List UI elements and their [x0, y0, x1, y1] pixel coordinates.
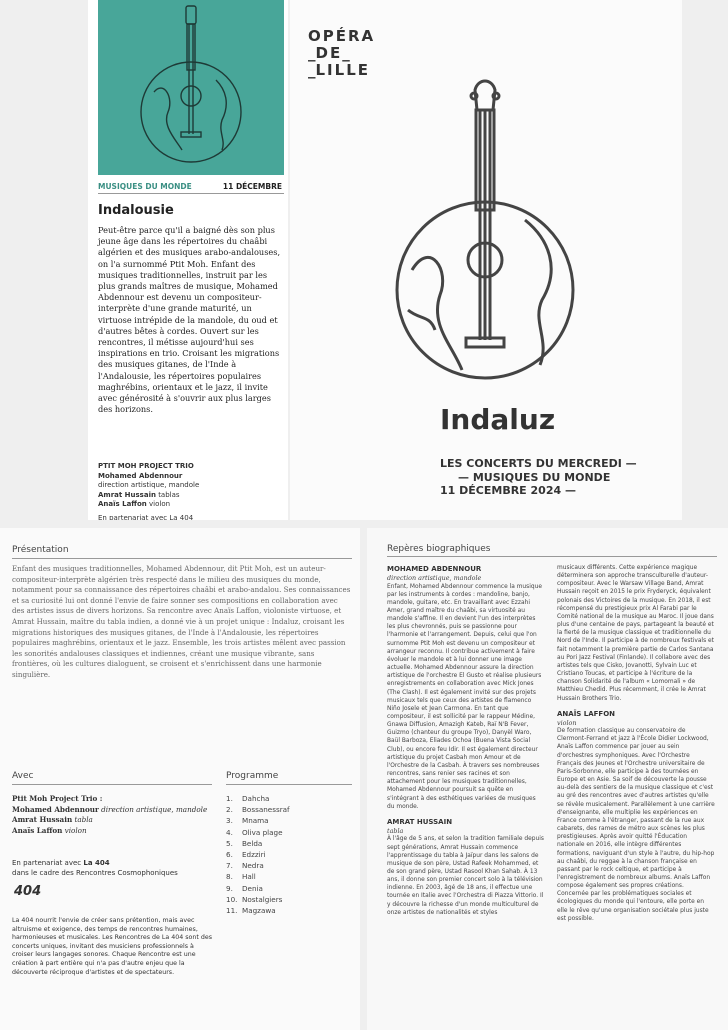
teal-mandole-illustration	[98, 0, 284, 175]
leaflet-body: Peut-être parce qu'il a baigné dès son plus jeune âge dans les répertoires du chaâbi algérien et des musiques arabo-andalouses, on l'a surnommé Ptit Moh. Enfant des musiques traditionnelles, instruit par les plus grands maîtres de musique, Mohamed Abdennour est devenu un compositeur-interprète d'une grande maturité, un virtuose intrépide de la mandole, du oud et d'autres bêtes à cordes. Ouvert sur les rencontres, il métisse aujourd'hui ses inspirations en trio. Croisant les migrations des musiques gitanes, de l'Inde à l'Andalousie, les répertoires populaires maghrébins, orientaux et le jazz, il invite avec générosité à s'ouvrir aux plus larges des horizons.	[98, 225, 281, 415]
credit-role: violon	[149, 500, 171, 508]
logo-line: _DE_	[308, 44, 350, 62]
avec-trio: Ptit Moh Project Trio :	[12, 794, 103, 803]
avec-name: Anaïs Laffon	[12, 825, 63, 835]
partnership-note: En partenariat avec La 404 dans le cadre des Rencontres Cosmophoniques	[12, 859, 178, 877]
cover-page	[290, 0, 682, 520]
bio-role: direction artistique, mandole	[387, 574, 482, 582]
logo-line: OPÉRA	[308, 27, 376, 45]
opera-de-lille-logo	[308, 28, 375, 79]
credit-role: direction artistique, mandole	[98, 481, 200, 489]
section-header	[98, 182, 284, 191]
subtitle-line: — MUSIQUES DU MONDE	[458, 470, 611, 484]
avec-heading: Avec	[12, 771, 34, 781]
divider	[226, 784, 352, 785]
credit-role: tablas	[158, 490, 180, 499]
date-label: 11 DÉCEMBRE	[222, 182, 282, 191]
programme-item: 8. Hall	[226, 872, 256, 882]
programme-item: 10. Nostalgiers	[226, 894, 283, 904]
programme-item: 1. Dahcha	[226, 794, 270, 803]
programme-item: 6. Edzziri	[226, 850, 266, 860]
programme-item: 2. Bossanessraf	[226, 805, 290, 815]
avec-role: violon	[64, 825, 87, 835]
leaflet-page	[88, 0, 288, 520]
partner-line: En partenariat avec La 404	[98, 514, 194, 520]
avec-name: Mohamed Abdennour	[12, 804, 99, 814]
category-label: MUSIQUES DU MONDE	[98, 182, 192, 191]
la-404-logo: 404	[14, 884, 42, 899]
programme-item: 9. Denia	[226, 883, 263, 893]
logo-line: _LILLE	[308, 61, 371, 79]
subtitle-line: LES CONCERTS DU MERCREDI —	[440, 457, 637, 470]
programme-heading: Programme	[226, 771, 279, 781]
divider	[387, 556, 717, 557]
bio-name: ANAÏS LAFFON	[557, 709, 616, 718]
program-page	[0, 528, 360, 1030]
avec-role: direction artistique, mandole	[101, 804, 208, 814]
bio-role: violon	[557, 718, 577, 727]
bio-name: MOHAMED ABDENNOUR	[387, 565, 482, 573]
bio-text: De formation classique au conservatoire de Clermont-Ferrand et jazz à l'École Didier Lockwood, Anaïs Laffon commence par jouer au sein d'orchestres symphoniques. Avec l'Orchestre Français des Jeunes et l'Orchestre universitaire de Paris-Sorbonne, elle participe à des tournées en Europe et en Asie. Sa soif de découverte la pousse au-delà des sentiers de la musique classique et c'est au gré des rencontres avec d'autres artistes qu'elle se révèle musicalement. Parallèlement à une carrière d'enseignante, elle multiplie les expériences en France comme à l'étranger, passant de la rue aux cabarets, des rames de métro aux scènes les plus prestigieuses. Après avoir quitté l'Éducation nationale en 2016, elle intègre différentes formations, naviguant d'un style à l'autre, du hip-hop au chaâbi, du reggae à la chanson française en passant par le rock celtique, et participe à l'enregistrement de nombreux albums. Anaïs Laffon compose également ses propres créations. Concernée par les problématiques sociales et écologiques du monde qui l'entoure, elle porte en elle le rêve qu'une organisation sociétale plus juste est possible.	[557, 728, 715, 922]
bio-role: tabla	[387, 826, 404, 835]
trio-name: PTIT MOH PROJECT TRIO	[98, 462, 194, 470]
avec-block	[12, 794, 212, 836]
avec-name: Amrat Hussain	[12, 815, 73, 824]
bio-text: À l'âge de 5 ans, et selon la tradition familiale depuis sept générations, Amrat Hussain commence l'apprentissage du tabla à Jaïpur dans les salons de musique de son père, Ustad Rafeek Mohammed, et de son grand père, Ustad Rasool Khan Sahab. À 13 ans, il donne son premier concert solo à la télévision indienne. En 2003, âgé de 18 ans, il effectue une tournée en Italie avec l'Orchestra di Piazza Vittorio. Il y découvre la richesse d'un monde multiculturel de onze artistes de nationalités et styles	[387, 836, 544, 916]
divider	[12, 558, 352, 559]
bio-text: Enfant, Mohamed Abdennour commence la musique par les instruments à cordes : mandoline, banjo, mandole, guitare, etc. En travaillant avec Ezzahi Amer, grand maître du chaâbi, sa virtuosité au mandole s'affine. Il en devient l'un des interprètes les plus chevronnés, puis se passionne pour l'harmonie et l'arrangement. Depuis, celui que l'on surnomme Ptit Moh est devenu un compositeur et arrangeur reconnu. Il contribue activement à faire évoluer le mandole et à lui donner une image actuelle. Mohamed Abdennour assure la direction artistique de l'orchestre El Gusto et réalise plusieurs enregistrements en collaboration avec Mick Jones (The Clash). Il est également invité sur des projets musicaux tels que ceux des artistes de flamenco Niño Josele et Jean Carmona. En tant que compositeur, il est sollicité par le rappeur Médine, Gnawa Diffusion, Amazigh Kateb, Raï N'B Fever, Guizmo (chanteur du groupe Tryo), Danyèl Waro, Baül Barboza, Eliades Ochoa (Buena Vista Social Club), ou encore feu Idir. Il est également directeur artistique du projet Casbah mon Amour et de l'Orchestre de la Casbah. À travers ses nombreuses rencontres, sans renier ses racines et son attachement pour les musiques traditionnelles, Mohamed Abdennour poursuit sa quête en s'intégrant à des esthétiques variées de musiques du monde.	[387, 583, 542, 810]
subtitle-line: 11 DÉCEMBRE 2024 —	[440, 484, 576, 497]
programme-item: 5. Belda	[226, 838, 263, 848]
programme-item: 4. Oliva plage	[226, 827, 283, 837]
mandole-globe-illustration	[390, 70, 580, 400]
presentation-heading: Présentation	[12, 545, 69, 555]
mandole-globe-icon	[98, 0, 284, 175]
bio-name: AMRAT HUSSAIN	[387, 817, 453, 826]
cover-subtitle	[440, 457, 637, 498]
programme-item: 7. Nedra	[226, 861, 264, 871]
cover-title: Indaluz	[440, 403, 556, 436]
credit-name: Anaïs Laffon	[98, 500, 147, 508]
leaflet-title: Indalousie	[98, 203, 174, 218]
divider	[12, 784, 212, 785]
bios-page	[367, 528, 728, 1030]
credits-block	[98, 462, 284, 510]
programme-list	[226, 793, 290, 916]
divider	[98, 193, 284, 194]
la-404-description: La 404 nourrit l'envie de créer sans prétention, mais avec altruisme et exigence, des temps de rencontres humaines, harmonieuses et musicales. Les Rencontres de La 404 sont des concerts uniques, invitant des musiciens professionnels à croiser leurs langages sonores. Chaque Rencontre est une création à part entière qui n'a pas d'autre enjeu que la découverte réciproque d'artistes et de spectateurs.	[12, 917, 212, 976]
bios-column-right	[557, 564, 715, 923]
programme-item: 11. Magzawa	[226, 906, 276, 916]
credit-name: Mohamed Abdennour	[98, 471, 183, 480]
bios-column-left	[387, 564, 545, 917]
bios-heading: Repères biographiques	[387, 544, 491, 554]
bio-text: musicaux différents. Cette expérience magique déterminera son approche transculturelle d'auteur-compositeur. Avec le Warsaw Village Band, Amrat Hussain reçoit en 2015 le prix Fryderyck, équivalent polonais des Victoires de la musique. En 2018, il est récompensé du prestigieux prix Al Farabi par le Comité national de la musique au Maroc. Il joue dans plus d'une centaine de pays, partageant la beauté et la fierté de la musique classique et traditionnelle du Nord de l'Inde. Il participe à de nombreux festivals et fait notamment la première partie de Carlos Santana au Pori Jazz Festival (Finlande). Il collabore avec des artistes tels que Cisko, Jovanotti, Sylvain Luc et Cristiano Toucas, et participe à l'écriture de la chanson Solidarité de l'album « Lomomali » de Matthieu Chedid. Plus récemment, il crée le Amrat Hussain Brothers Trio.	[557, 565, 714, 702]
programme-item: 3. Mnama	[226, 816, 269, 826]
avec-role: tabla	[74, 815, 93, 824]
presentation-text: Enfant des musiques traditionnelles, Mohamed Abdennour, dit Ptit Moh, est un auteur-compositeur-interprète algérien très respecté dans le milieu des musiques du monde, notamment pour sa connaissance des répertoires chaâbi et arabo-andalou. Ses connaissances et sa curiosité lui ont donné l'envie de faire sonner ses compositions en collaboration avec des artistes issus de divers horizons. Sa rencontre avec Anaïs Laffon, violoniste virtuose, et Amrat Hussain, maître du tabla indien, a donné vie à un projet unique : Indaluz, croisant les migrations historiques des musiques gitanes, de l'Inde à l'Andalousie, les répertoires populaires maghrébins, orientaux et le jazz. Ensemble, les trois artistes mêlent avec passion les sonorités andalouses classiques et indiennes, créant une musique vibrante, sans frontières, où les cultures dialoguent, se croisent et s'enrichissent dans une harmonie singulière.	[12, 564, 351, 679]
credit-name: Amrat Hussain	[98, 490, 156, 499]
